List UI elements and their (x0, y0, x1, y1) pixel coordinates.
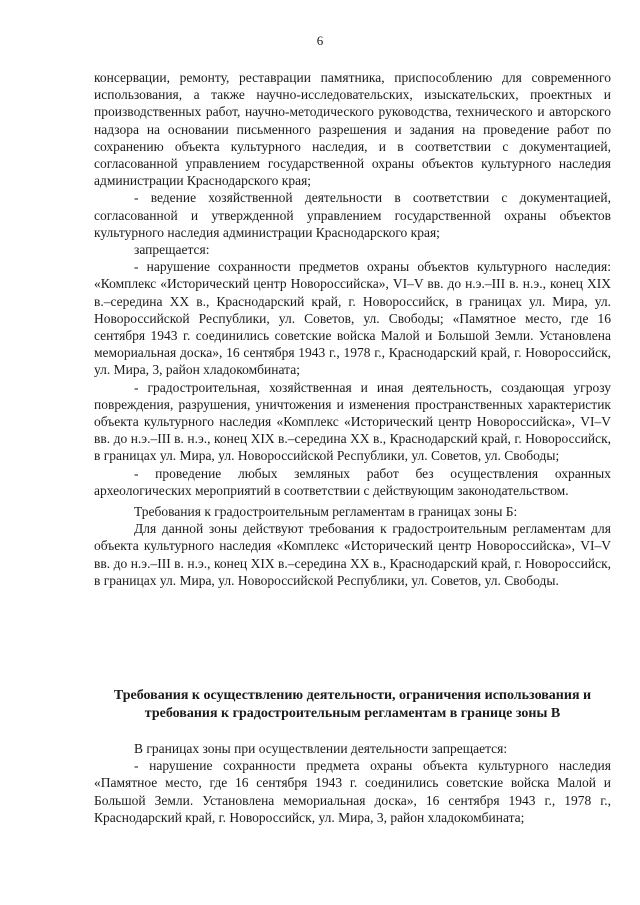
page-number: 6 (316, 33, 324, 48)
paragraph: Для данной зоны действуют требования к градостроительным регламентам для объекта культурного наследия «Комплекс «Исторический центр Новороссийска», VI–V вв. до н.э.–III в. н.э., конец XIX в.–середина XX в., Краснодарский край, г. Новороссийск, в границах ул. Мира, ул. Новороссийской Республики, ул. Советов, ул. Свободы. (94, 521, 611, 588)
paragraph: В границах зоны при осуществлении деятельности запрещается: (134, 741, 508, 756)
paragraph: - градостроительная, хозяйственная и иная деятельность, создающая угрозу повреждения, разрушения, уничтожения и изменения пространственных характеристик объекта культурного наследия «Комплекс «Исторический центр Новороссийска», VI–V вв. до н.э.–III в. н.э., конец XIX в.–середина XX в., Краснодарский край, г. Новороссийск, в границах ул. Мира, ул. Новороссийской Республики, ул. Советов, ул. Свободы; (94, 379, 611, 464)
section-text (94, 740, 611, 826)
paragraph: Требования к градостроительным регламентам в границах зоны Б: (134, 504, 518, 520)
paragraph: - ведение хозяйственной деятельности в соответствии с документацией, согласованной и утвержденной управлением государственной охраны объектов культурного наследия администрации Краснодарского края; (94, 190, 611, 240)
paragraph: - нарушение сохранности предметов охраны объектов культурного наследия: «Комплекс «Исторический центр Новороссийска», VI–V вв. до н.э.–III в. н.э., конец XIX в.–середина XX в., Краснодарский край, г. Новороссийск, в границах ул. Мира, ул. Новороссийской Республики, ул. Советов, ул. Свободы; «Памятное место, где 16 сентября 1943 г. соединились советские войска Малой и Большой Земли. Установлена мемориальная доска», 16 сентября 1943 г., 1978 г., Краснодарский край, г. Новороссийск, ул. Мира, 3, район хладокомбината; (94, 259, 611, 378)
paragraph: - нарушение сохранности предмета охраны объекта культурного наследия «Памятное место, где 16 сентября 1943 г. соединились советские войска Малой и Большой Земли. Установлена мемориальная доска», 16 сентября 1943 г., 1978 г., Краснодарский край, г. Новороссийск, ул. Мира, 3, район хладокомбината; (94, 758, 611, 825)
paragraph: консервации, ремонту, реставрации памятника, приспособлению для современного использования, а также научно-исследовательских, изыскательских, проектных и производственных работ, научно-методического руководства, технического и авторского надзора на основании письменного разрешения и задания на проведение работ по сохранению объекта культурного наследия, и в соответствии с документацией, согласованной управлением государственной охраны объектов культурного наследия администрации Краснодарского края; (94, 70, 611, 189)
section-heading: Требования к осуществлению деятельности, ограничения использования и требования к градостроительным регламентам в границе зоны В (113, 688, 592, 721)
paragraph: - проведение любых земляных работ без осуществления охранных археологических мероприятий в соответствии с действующим законодательством. (94, 465, 611, 498)
paragraph: запрещается: (134, 242, 210, 258)
body-text (94, 69, 611, 589)
